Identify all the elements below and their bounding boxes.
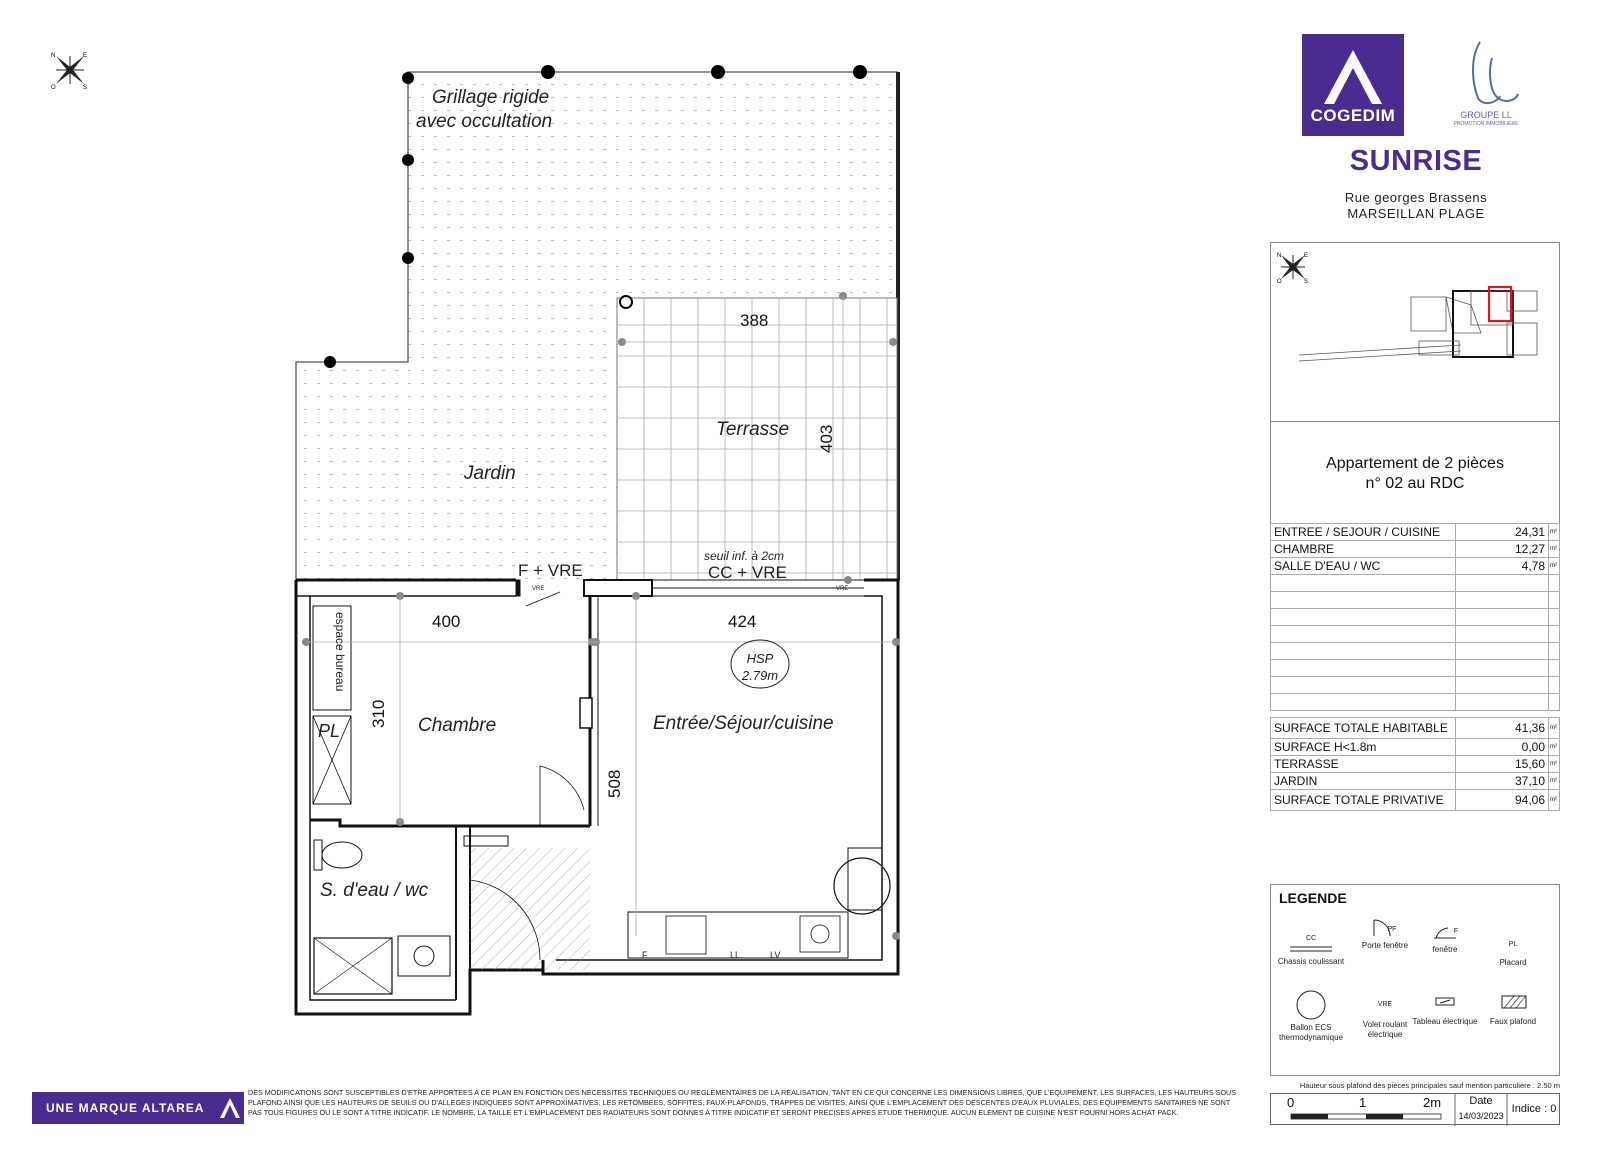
threshold-note: seuil inf. à 2cm	[704, 549, 785, 563]
dim-sejour-depth: 508	[605, 769, 624, 798]
legend-label-te: Tableau électrique	[1412, 1017, 1478, 1026]
address-line-1: Rue georges Brassens	[1344, 190, 1488, 205]
legend-label-pl: Placard	[1499, 958, 1527, 967]
fence-label-2: avec occultation	[416, 111, 553, 132]
table-row-empty	[1271, 660, 1560, 677]
desk-label: espace bureau	[333, 612, 347, 692]
groupe-ll-subtext: PROMOTION IMMOBILIÈRE	[1453, 121, 1519, 127]
apartment-title-line-2: n° 02 au RDC	[1365, 475, 1465, 492]
altarea-badge	[32, 1092, 244, 1124]
scale-2: 2m	[1423, 1095, 1442, 1110]
cogedim-logo	[1302, 34, 1404, 136]
index-value: Indice : 0	[1511, 1103, 1557, 1115]
total-row: TERRASSE 15,60 m²	[1271, 756, 1560, 773]
key-plan-drawing	[1271, 243, 1559, 421]
legend-label-ecs: Ballon ECS thermodynamique	[1278, 1023, 1344, 1042]
legend-label-cc: Chassis coulissant	[1277, 957, 1345, 966]
dim-terrace-width: 388	[740, 311, 769, 330]
dim-terrace-depth: 403	[817, 424, 836, 453]
key-plan	[1270, 242, 1560, 422]
groupe-ll-logo-mark	[1440, 38, 1532, 110]
table-row-empty	[1271, 694, 1560, 711]
compass-s: S	[83, 85, 88, 91]
window-icon	[1410, 926, 1480, 940]
title-block	[1270, 1093, 1560, 1125]
legend-title: LEGENDE	[1279, 890, 1347, 906]
legend-item-fp	[1478, 994, 1548, 1038]
keyplan-compass-o: O	[1277, 279, 1282, 285]
hsp-value: 2.79m	[741, 668, 779, 683]
kitchen-ll: LL	[730, 950, 741, 960]
compass-e: E	[83, 53, 88, 59]
legend-item-ecs	[1276, 990, 1346, 1040]
total-row: JARDIN 37,10 m²	[1271, 773, 1560, 790]
dim-chambre-width: 400	[432, 612, 461, 631]
compass-n: N	[51, 53, 56, 59]
false-ceiling-icon	[1478, 994, 1548, 1010]
room-label-jardin: Jardin	[464, 463, 516, 484]
keyplan-compass-e: E	[1304, 253, 1309, 259]
table-row-empty	[1271, 609, 1560, 626]
dim-sejour-width: 424	[728, 612, 757, 631]
room-label-sejour: Entrée/Séjour/cuisine	[653, 713, 834, 734]
legend-item-pl	[1478, 940, 1548, 980]
legend-code-cc: CC	[1305, 935, 1317, 942]
total-row: SURFACE TOTALE HABITABLE 41,36 m²	[1271, 718, 1560, 739]
table-row-empty	[1271, 575, 1560, 592]
total-row: SURFACE TOTALE PRIVATIVE 94,06 m²	[1271, 790, 1560, 811]
dim-chambre-depth: 310	[369, 699, 388, 728]
table-row: CHAMBRE 12,27 m²	[1271, 541, 1560, 558]
surface-table	[1270, 523, 1560, 811]
bay-label-2: CC + VRE	[708, 563, 787, 582]
groupe-ll-text: GROUPE LL	[1460, 110, 1512, 120]
scale-1: 1	[1359, 1095, 1367, 1110]
vre-label-1: VRE	[532, 586, 545, 592]
sliding-window-icon	[1276, 944, 1346, 954]
table-row-empty	[1271, 592, 1560, 609]
legend-code-vre: VRE	[1377, 1001, 1393, 1008]
disclaimer: DES MODIFICATIONS SONT SUSCEPTIBLES D'ETRE APPORTEES A CE PLAN EN FONCTION DES NECESSITES TECHNIQUES OU REGLEMENTAIRES DE LA REALISATION, TANT EN CE QUI CONCERNE LES DIMENSIONS LIBRES, QUE L'EQUIPEMENT. LES SURFACES, LES HAUTEURS SOUS PLAFOND AINSI QUE LES HAUTEURS DE SEUILS OU D'ALLEGES INDIQUEES SONT APPROXIMATIVES. LES RETOMBEES, SOFFITES, FAUX-PLAFONDS, TRAPPES DE VISITES, AINSI QUE L'EMPLACEMENT DES DESCENTES D'EAUX PLUVIALES, DES EQUIPEMENTS SANITAIRES NE SONT PAS TOUS FIGURES OU LE SONT A TITRE INDICATIF. LE NOMBRE, LA TAILLE ET L'EMPLACEMENT DES RADIATEURS SONT DONNES A TITRE INDICATIF ET SERONT PRECISES APRES ETUDE THERMIQUE. AUCUN ELEMENT DE CUISINE N'EST FOURNI HORS ACHAT PACK.	[248, 1088, 1237, 1118]
keyplan-compass-icon	[1277, 253, 1308, 285]
compass-icon	[51, 53, 87, 91]
water-heater-icon	[1276, 990, 1346, 1020]
table-row-empty	[1271, 643, 1560, 660]
apartment-title	[1270, 454, 1560, 494]
room-label-sde: S. d'eau / wc	[320, 880, 429, 901]
hsp-note: Hauteur sous plafond des pièces principales sauf mention particulière : 2.50 m	[1299, 1081, 1560, 1090]
legend-code-f: F	[1453, 928, 1459, 935]
legend-item-f	[1410, 926, 1480, 974]
table-row-empty	[1271, 626, 1560, 643]
cogedim-logo-mark	[1302, 34, 1404, 114]
legend-item-te	[1410, 996, 1480, 1040]
room-label-terrasse: Terrasse	[716, 419, 790, 440]
fence-label-1: Grillage rigide	[432, 87, 550, 108]
kitchen-f: F	[642, 950, 648, 960]
room-label-chambre: Chambre	[418, 715, 497, 736]
placard-label: PL	[318, 721, 341, 741]
vre-label-2: VRE	[836, 586, 849, 592]
scale-0: 0	[1287, 1095, 1295, 1110]
altarea-logo-icon	[218, 1096, 242, 1120]
apartment-title-line-1: Appartement de 2 pièces	[1326, 455, 1504, 472]
table-row: SALLE D'EAU / WC 4,78 m²	[1271, 558, 1560, 575]
electrical-panel-icon	[1410, 996, 1480, 1008]
bay-label-1: F + VRE	[518, 561, 583, 580]
legend-label-f: fenêtre	[1432, 945, 1458, 954]
project-address	[1300, 190, 1532, 222]
legend-code-pl: PL	[1508, 941, 1518, 948]
table-row: ENTREE / SEJOUR / CUISINE 24,31 m²	[1271, 524, 1560, 541]
address-line-2: MARSEILLAN PLAGE	[1347, 206, 1485, 221]
cogedim-logo-text: COGEDIM	[1310, 106, 1396, 125]
compass-o: O	[51, 85, 56, 91]
keyplan-compass-s: S	[1304, 279, 1309, 285]
legend-label-fp: Faux plafond	[1489, 1017, 1537, 1026]
legend-item-cc	[1276, 934, 1346, 982]
date-value: 14/03/2023	[1458, 1111, 1504, 1121]
keyplan-compass-n: N	[1277, 253, 1282, 259]
altarea-text: UNE MARQUE ALTAREA	[46, 1101, 205, 1115]
kitchen-lv: LV	[770, 950, 781, 960]
date-label: Date	[1469, 1095, 1493, 1107]
legend-label-vre: Volet roulant électrique	[1362, 1020, 1408, 1039]
table-row-empty	[1271, 677, 1560, 694]
total-row: SURFACE H<1.8m 0,00 m²	[1271, 739, 1560, 756]
legend-code-pf: PF	[1387, 926, 1397, 933]
legend-label-pf: Porte fenêtre	[1361, 941, 1409, 950]
hsp-label: HSP	[746, 651, 774, 666]
groupe-ll-logo	[1440, 38, 1532, 130]
project-name: SUNRISE	[1349, 145, 1483, 177]
